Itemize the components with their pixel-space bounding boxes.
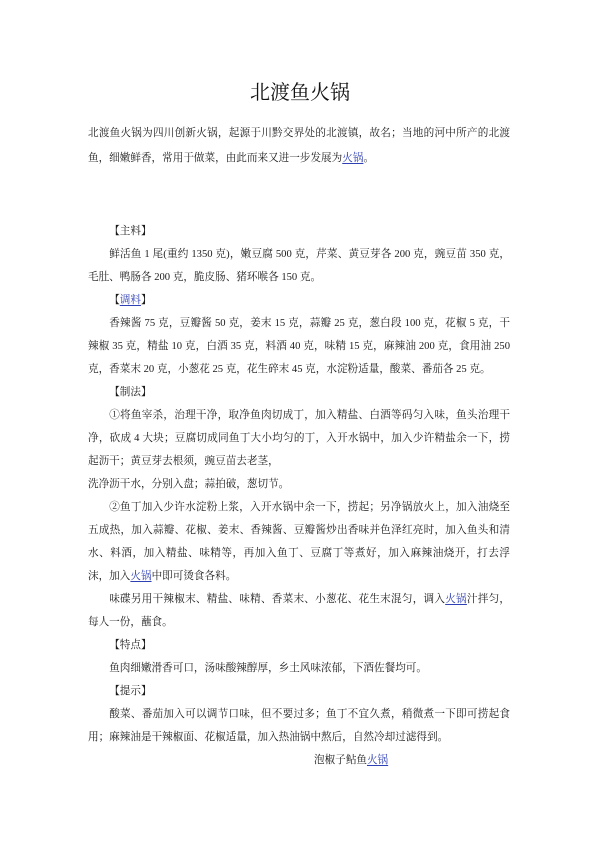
line-text: 鱼肉细嫩滑香可口，汤味酸辣醇厚，乡土风味浓郁，下酒佐餐均可。 — [109, 662, 427, 674]
paragraph-line — [88, 427, 510, 450]
line-text: 洗净沥干水，分别入盘；蒜拍破，葱切节。 — [88, 478, 290, 490]
line-text: 五成热，加入蒜瓣、花椒、姜末、香辣酱、豆瓣酱炒出香味并色泽红亮时，加入鱼头和清 — [88, 524, 510, 536]
line-text: ②鱼丁加入少许水淀粉上浆，入开水锅中余一下，捞起；另净锅放火上，加入油烧至 — [109, 501, 510, 513]
hotpot-link[interactable]: 火锅 — [445, 593, 467, 605]
paragraph-line — [88, 358, 510, 381]
line-text: 净，砍成 4 大块；豆腐切成同鱼丁大小均匀的丁，入开水锅中，加入少许精盐余一下，捞 — [88, 432, 510, 444]
intro-line — [88, 121, 510, 146]
paragraph-line — [88, 266, 510, 289]
paragraph-line — [88, 404, 510, 427]
document-title: 北渡鱼火锅 — [250, 80, 350, 104]
hotpot-link[interactable]: 火锅 — [342, 152, 364, 164]
heading-text: 【提示】 — [109, 685, 152, 697]
line-text: 中即可烫食各料。 — [151, 570, 237, 582]
line-text: 鲜活鱼 1 尾(重约 1350 克)，嫩豆腐 500 克，芹菜、黄豆芽各 200 克，豌豆苗 350 克， — [109, 248, 510, 260]
line-text: 用；麻辣油是干辣椒面、花椒适量，加入热油锅中熬后，自然冷却过滤得到。 — [88, 731, 449, 743]
heading-text: 【特点】 — [109, 639, 152, 651]
paragraph-line — [88, 450, 510, 473]
line-text: 鱼，细嫩鲜香，常用于做菜，由此而来又进一步发展为 — [88, 152, 343, 164]
section-heading-method — [88, 381, 510, 404]
paragraph-line — [88, 542, 510, 565]
line-text: 毛肚、鸭肠各 200 克，脆皮肠、猪环喉各 150 克。 — [88, 271, 322, 283]
line-text: ①将鱼宰杀，治理干净，取净鱼肉切成丁，加入精盐、白酒等码匀入味，鱼头治理干 — [109, 409, 510, 421]
section-heading-tips — [88, 680, 510, 703]
line-text: 酸菜、番茄加入可以调节口味，但不要过多；鱼丁不宜久煮，稍微煮一下即可捞起食 — [109, 708, 510, 720]
heading-text: 【主料】 — [109, 225, 152, 237]
line-text: 。 — [363, 152, 375, 164]
line-text: 味碟另用干辣椒末、精盐、味精、香菜末、小葱花、花生末混匀，调入 — [109, 593, 446, 605]
paragraph-line — [88, 473, 510, 496]
seasonings-link[interactable]: 调料 — [119, 294, 141, 306]
intro-paragraph — [88, 121, 510, 171]
section-heading-main-ingredients — [88, 220, 510, 243]
paragraph-line — [88, 496, 510, 519]
heading-text: 【 — [109, 294, 120, 306]
paragraph-line — [88, 335, 510, 358]
related-text: 泡椒子鲇鱼 — [314, 754, 367, 766]
hotpot-link[interactable]: 火锅 — [366, 754, 389, 766]
line-text: 汁拌匀， — [466, 593, 511, 605]
line-text: 辣椒 35 克，精盐 10 克，白酒 35 克，料酒 40 克，味精 15 克，麻辣油 200 克，食用油 250 — [88, 340, 510, 352]
line-text: 沫，加入 — [88, 570, 131, 582]
intro-line — [88, 146, 510, 171]
line-text: 起沥干；黄豆芽去根须，豌豆苗去老茎， — [88, 455, 279, 467]
section-heading-features — [88, 634, 510, 657]
paragraph-line — [88, 611, 510, 634]
line-text: 香辣酱 75 克，豆瓣酱 50 克，姜末 15 克，蒜瓣 25 克，葱白段 100 克，花椒 5 克，干 — [109, 317, 510, 329]
hotpot-link[interactable]: 火锅 — [130, 570, 152, 582]
heading-text: 】 — [140, 294, 152, 306]
paragraph-line — [88, 312, 510, 335]
line-text: 北渡鱼火锅为四川创新火锅，起源于川黔交界处的北渡镇，故名；当地的河中所产的北渡 — [88, 127, 510, 139]
recipe-body — [88, 220, 510, 772]
related-recipe — [88, 749, 510, 772]
paragraph-line — [88, 519, 510, 542]
paragraph-line — [88, 243, 510, 266]
paragraph-line — [88, 703, 510, 726]
paragraph-line — [88, 565, 510, 588]
heading-text: 【制法】 — [109, 386, 152, 398]
paragraph-line — [88, 657, 510, 680]
paragraph-line — [88, 726, 510, 749]
line-text: 每人一份，蘸食。 — [88, 616, 173, 628]
paragraph-line — [88, 588, 510, 611]
section-heading-seasonings — [88, 289, 510, 312]
line-text: 水、料酒，加入精盐、味精等，再加入鱼丁、豆腐丁等煮好，加入麻辣油烧开，打去浮 — [88, 547, 510, 559]
line-text: 克，香菜末 20 克，小葱花 25 克，花生碎末 45 克，水淀粉适量，酸菜、番茄各 25 克。 — [88, 363, 491, 375]
